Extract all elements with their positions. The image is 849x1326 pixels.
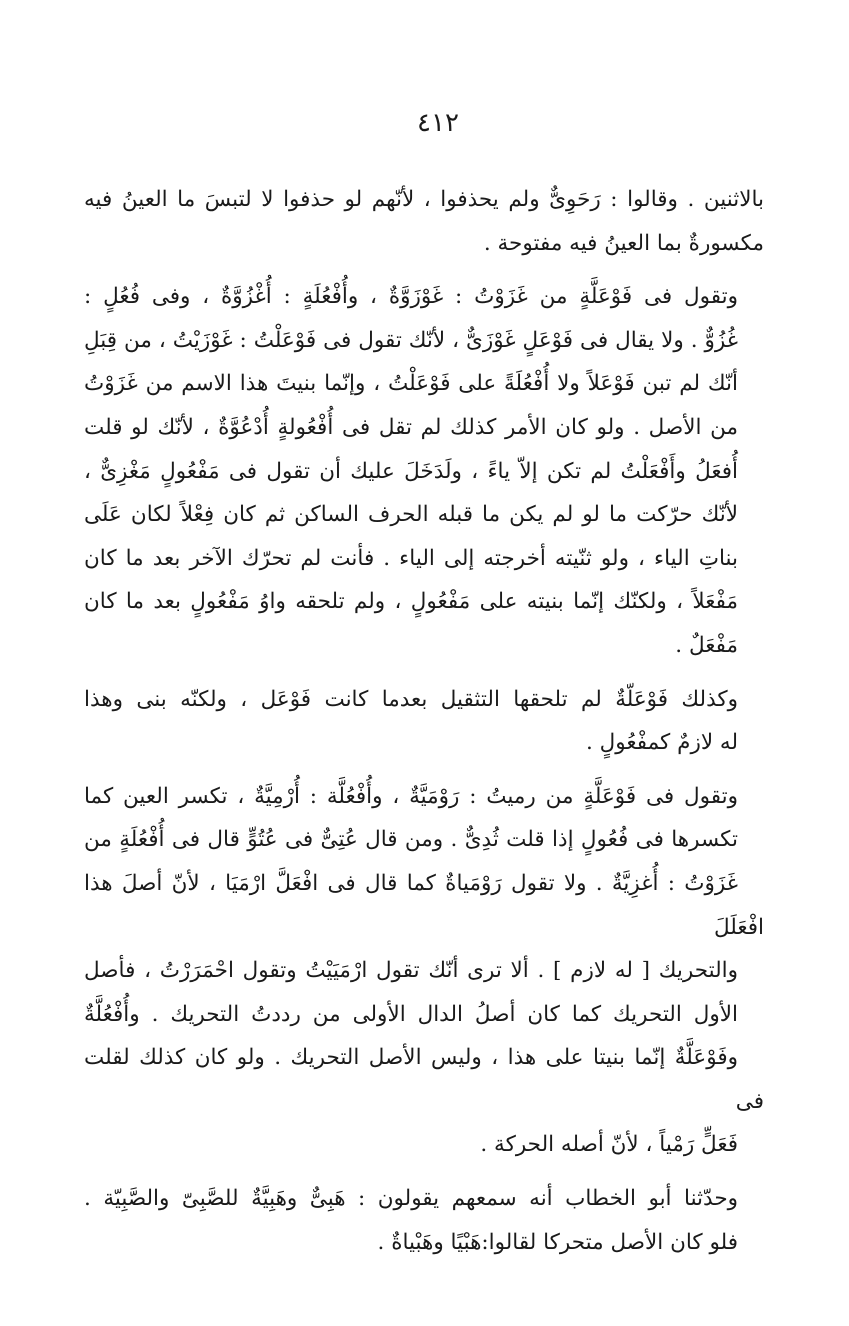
text-line: مَفْعَلاً ، ولكنّك إنّما بنيته على مَفْعُولٍ ، ولم تلحقه واوُ مَفْعُولٍ بعد ما كان	[84, 589, 738, 615]
paragraph-5	[84, 1177, 764, 1264]
text-line: فلو كان الأصل متحركا لقالوا:هَبْيًا وهَبْياةٌ .	[377, 1229, 738, 1255]
body-text	[84, 178, 764, 1264]
text-line: له لازمٌ كمفْعُولٍ .	[585, 730, 738, 756]
text-line: أنّك لم تبن فَوْعَلاً ولا أُفْعُلَةً على فَوْعَلْتُ ، وإنّما بنيتَ هذا الاسم من غَزَوْتُ	[84, 371, 738, 397]
text-line: وتقول فى فَوْعَلَّةٍ من رميتُ : رَوْمَيَّةٌ ، وأُفْعُلَّة : أُرْمِيَّةٌ ، تكسر العين كما	[84, 783, 738, 809]
text-line: والتحريك [ له لازم ] . ألا ترى أنّك تقول ارْمَيَيْتُ وتقول احْمَرَرْتُ ، فأصل	[84, 958, 738, 984]
text-line: وفَوْعَلَّةٌ إنّما بنيتا على هذا ، وليس الأصل التحريك . ولو كان كذلك لقلت فى	[84, 1045, 764, 1114]
text-line: غُزُوٌّ . ولا يقال فى فَوْعَلٍ غَوْزَىٌّ ، لأنّك تقول فى فَوْعَلْتُ : غَوْزَيْتُ ، من قِبَلِ	[84, 327, 738, 353]
text-line: تكسرها فى فُعُولٍ إذا قلت ثُدِىٌّ . ومن قال عُتِىٌّ فى عُتُوٍّ قال فى أُفْعُلَةٍ من	[84, 827, 738, 853]
text-line: بناتِ الياء ، ولو ثنّيته أخرجته إلى الياء . فأنت لم تحرّك الآخر بعد ما كان	[84, 545, 738, 571]
text-line: وتقول فى فَوْعَلَّةٍ من غَزَوْتُ : غَوْزَوَّةٌ ، وأُفْعُلَةٍ : أُغْزُوَّةٌ ، وفى فُعُلٍ :	[84, 284, 738, 310]
text-line: من الأصل . ولو كان الأمر كذلك لم تقل فى أُفْعُولةٍ أُدْعُوَّةٌ ، لأنّك لو قلت	[84, 414, 738, 440]
text-line: الأول التحريك كما كان أصلُ الدال الأولى من رددتُ التحريك . وأُفْعُلَّةٌ	[84, 1001, 738, 1027]
page-number: ٤١٢	[417, 108, 459, 138]
paragraph-1	[84, 178, 764, 265]
text-line: غَزَوْتُ : أُغزِيَّةٌ . ولا تقول رَوْمَياةٌ كما قال فى افْعَلَّ ارْمَيَا ، لأنّ أصلَ هذا افْعَلَلَ	[84, 870, 764, 940]
text-line: لأنّك حرّكت ما لو لم يكن ما قبله الحرف الساكن ثم كان فِعْلاً لكان عَلَى	[84, 502, 738, 528]
text-line: أُفعَلُ وأَفْعَلْتُ لم تكن إلاّ ياءً ، ولَدَخَلَ عليك أن تقول فى مَفْعُولٍ مَغْزِىٌّ ،	[84, 458, 738, 484]
text-line: وحدّثنا أبو الخطاب أنه سمعهم يقولون : هَبِىٌّ وهَبِيَّةٌ للصَّبِىّ والصَّبِيّة .	[84, 1186, 738, 1212]
paragraph-4	[84, 775, 764, 1167]
text-line: وكذلك فَوْعَلّةٌ لم تلحقها التثقيل بعدما كانت فَوْعَل ، ولكنّه بنى وهذا	[84, 686, 738, 712]
text-line: بالاثنين . وقالوا : رَحَوِىٌّ ولم يحذفوا ، لأنّهم لو حذفوا لا لتبسَ ما العينُ فيه	[84, 187, 764, 212]
text-line: مكسورةٌ بما العينُ فيه مفتوحة .	[483, 230, 764, 256]
text-line: فَعَلٍّ رَمْياً ، لأنّ أصله الحركة .	[480, 1132, 738, 1158]
paragraph-3	[84, 678, 764, 765]
text-line: مَفْعَلٌ .	[675, 632, 738, 658]
paragraph-2	[84, 275, 764, 667]
